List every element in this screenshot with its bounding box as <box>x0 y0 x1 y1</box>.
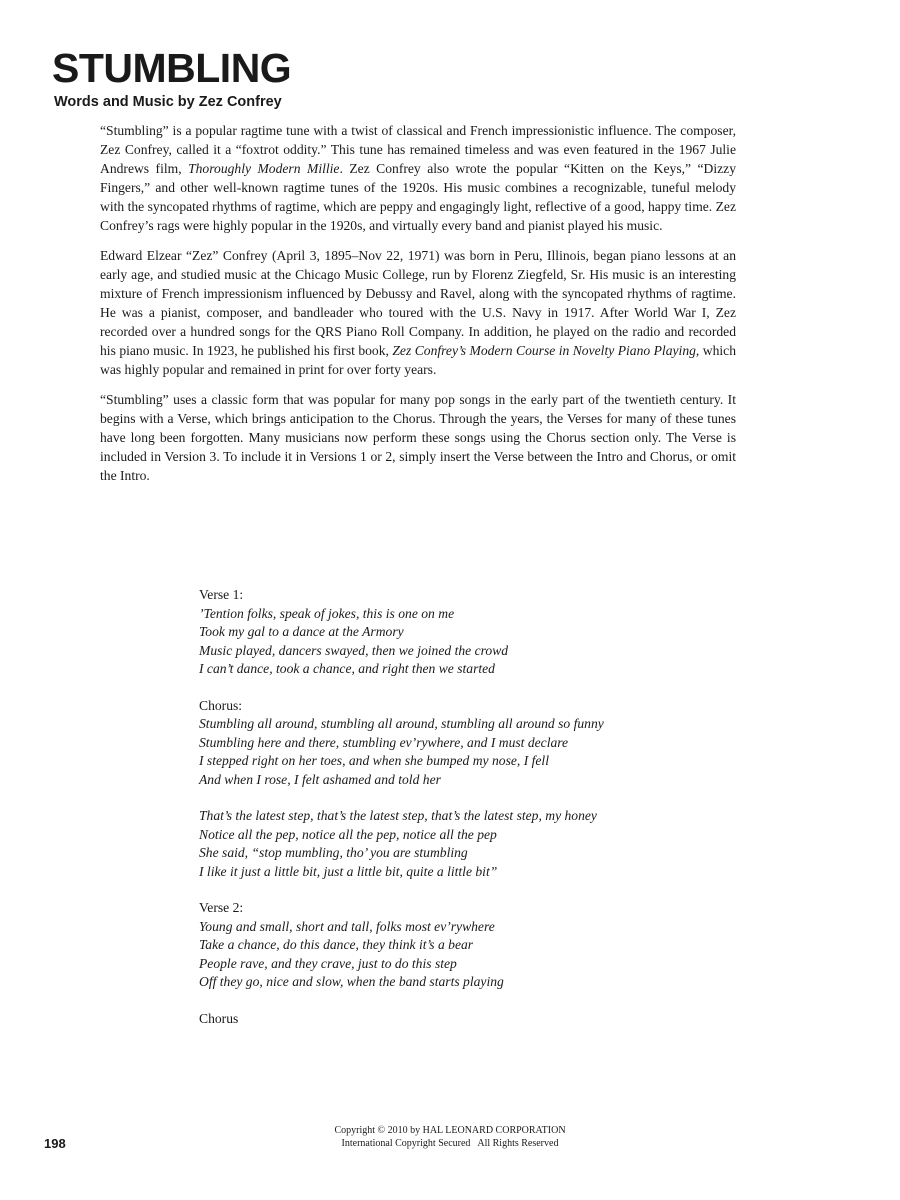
copyright-line-2: International Copyright Secured All Rights Reserved <box>341 1138 559 1149</box>
lyric-line: I like it just a little bit, just a little bit, quite a little bit” <box>199 863 498 879</box>
chorus-label: Chorus: <box>199 697 243 713</box>
final-chorus <box>199 1010 759 1029</box>
verse-2-label: Verse 2: <box>199 900 244 915</box>
copyright-notice <box>250 1124 650 1150</box>
verse-1-label: Verse 1: <box>199 587 244 602</box>
lyric-line: And when I rose, I felt ashamed and told her <box>199 771 441 787</box>
lyric-line: Stumbling here and there, stumbling ev’rywhere, and I must declare <box>199 734 569 750</box>
song-credits: Words and Music by Zez Confrey <box>54 94 282 110</box>
lyric-line: She said, “stop mumbling, tho’ you are stumbling <box>199 845 468 860</box>
film-title: Thoroughly Modern Millie <box>188 161 340 176</box>
book-title: Zez Confrey’s Modern Course in Novelty Piano Playing <box>392 343 696 358</box>
final-chorus-label: Chorus <box>199 1010 239 1026</box>
lyric-line: Music played, dancers swayed, then we joined the crowd <box>199 642 509 658</box>
lyric-line: I stepped right on her toes, and when she bumped my nose, I fell <box>199 753 549 768</box>
lyrics <box>199 586 759 1046</box>
lyric-line: Take a chance, do this dance, they think it’s a bear <box>199 937 474 952</box>
verse-1 <box>199 586 759 679</box>
verse-2 <box>199 899 759 992</box>
chorus-part-2 <box>199 807 759 881</box>
chorus-part-1 <box>199 697 759 790</box>
lyric-line: I can’t dance, took a chance, and right then we started <box>199 661 495 676</box>
lyric-line: People rave, and they crave, just to do this step <box>199 955 457 971</box>
copyright-line-1: Copyright © 2010 by HAL LEONARD CORPORATION <box>334 1125 566 1136</box>
lyric-line: Young and small, short and tall, folks most ev’rywhere <box>199 918 495 934</box>
lyric-line: That’s the latest step, that’s the latest step, that’s the latest step, my honey <box>199 808 597 823</box>
intro-paragraph-3: “Stumbling” uses a classic form that was popular for many pop songs in the early part of the twentieth century. It begins with a Verse, which brings anticipation to the Chorus. Through the years, the Verses for many of these tunes have long been forgotten. Many musicians now perform these songs using the Chorus section only. The Verse is included in Version 3. To include it in Versions 1 or 2, simply insert the Verse between the Intro and Chorus, or omit the Intro. <box>100 392 736 483</box>
song-title: STUMBLING <box>52 45 292 91</box>
lyric-line: Notice all the pep, notice all the pep, notice all the pep <box>199 826 497 842</box>
lyric-line: Off they go, nice and slow, when the band starts playing <box>199 974 504 989</box>
page-number: 198 <box>44 1136 66 1151</box>
intro-paragraph-2: Edward Elzear “Zez” Confrey (April 3, 1895–Nov 22, 1971) was born in Peru, Illinois, began piano lessons at an early age, and studied music at the Chicago Music College, run by Florenz Ziegfeld, Sr. His music is an interesting mixture of French impressionism influenced by Debussy and Ravel, along with the syncopated rhythms of ragtime. He was a pianist, composer, and bandleader who toured with the U.S. Navy in 1917. After World War I, Zez recorded over a hundred songs for the QRS Piano Roll Company. In addition, he played on the radio and recorded his piano music. In 1923, he published his first book, Zez Confrey’s Modern Course in Novelty Piano Playing, which was highly popular and remained in print for over forty years. <box>100 248 736 377</box>
lyric-line: Took my gal to a dance at the Armory <box>199 624 404 639</box>
intro-paragraph-1: “Stumbling” is a popular ragtime tune with a twist of classical and French impressionistic influence. The composer, Zez Confrey, called it a “foxtrot oddity.” This tune has remained timeless and was even featured in the 1967 Julie Andrews film, Thoroughly Modern Millie. Zez Confrey also wrote the popular “Kitten on the Keys,” “Dizzy Fingers,” and other well-known ragtime tunes of the 1920s. His music combines a recognizable, tuneful melody with the syncopated rhythms of ragtime, which are peppy and engagingly light, reflective of a good, happy time. Zez Confrey’s rags were highly popular in the 1920s, and virtually every band and pianist played his music. <box>100 123 736 233</box>
lyric-line: ’Tention folks, speak of jokes, this is one on me <box>199 605 455 621</box>
intro-text <box>100 121 736 496</box>
lyric-line: Stumbling all around, stumbling all around, stumbling all around so funny <box>199 716 604 731</box>
